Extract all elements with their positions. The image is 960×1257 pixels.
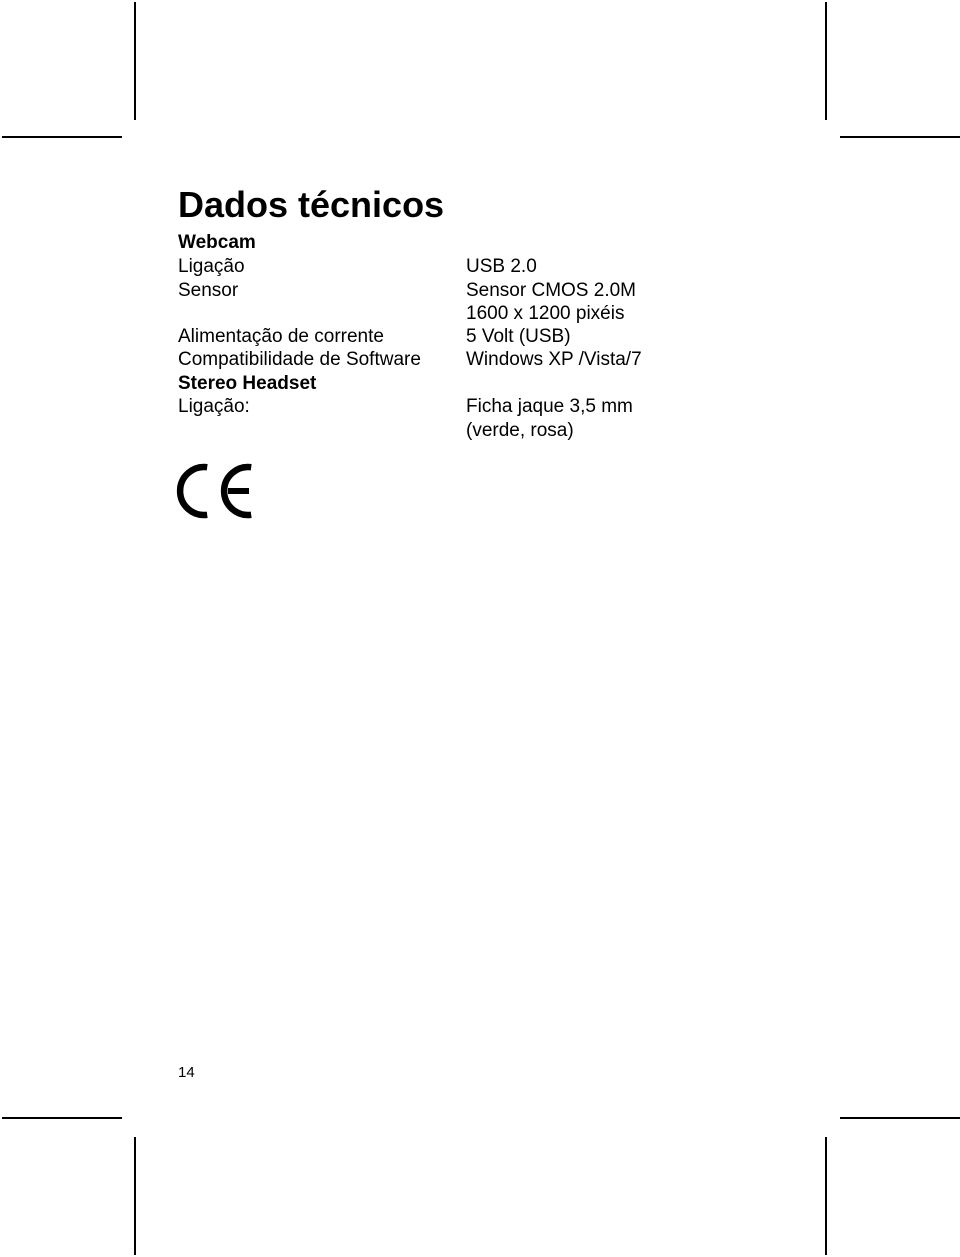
headset-heading: Stereo Headset [178,373,317,394]
spec-value: (verde, rosa) [466,420,574,441]
spec-value: 1600 x 1200 pixéis [466,303,625,324]
crop-mark-top-left-horizontal [2,136,122,138]
spec-label: Sensor [178,280,239,301]
spec-row-sensor [0,279,960,303]
spec-label: Ligação: [178,396,250,417]
spec-row-power [0,325,960,349]
crop-mark-top-right-horizontal [840,136,960,138]
section-heading-headset [0,372,960,396]
crop-mark-bottom-left-horizontal [2,1117,122,1119]
crop-mark-top-right-vertical [825,2,827,120]
spec-value: Ficha jaque 3,5 mm [466,396,633,417]
crop-mark-top-left-vertical [134,2,136,120]
webcam-heading: Webcam [178,232,256,253]
spec-row-connection [0,255,960,279]
spec-row-headset-connection [0,395,960,419]
spec-row-headset-colors [0,419,960,443]
page-number: 14 [178,1064,195,1081]
page-title: Dados técnicos [178,184,445,225]
crop-mark-bottom-left-vertical [134,1137,136,1255]
spec-label: Alimentação de corrente [178,326,384,347]
spec-row-compatibility [0,348,960,372]
spec-value: Sensor CMOS 2.0M [466,280,636,301]
crop-mark-bottom-right-horizontal [840,1117,960,1119]
spec-value: USB 2.0 [466,256,537,277]
spec-row-resolution [0,302,960,326]
spec-value: Windows XP /Vista/7 [466,349,642,370]
crop-mark-bottom-right-vertical [825,1137,827,1255]
spec-value: 5 Volt (USB) [466,326,571,347]
section-heading-webcam [0,231,960,255]
spec-label: Ligação [178,256,245,277]
ce-mark-icon [176,463,254,519]
spec-label: Compatibilidade de Software [178,349,421,370]
